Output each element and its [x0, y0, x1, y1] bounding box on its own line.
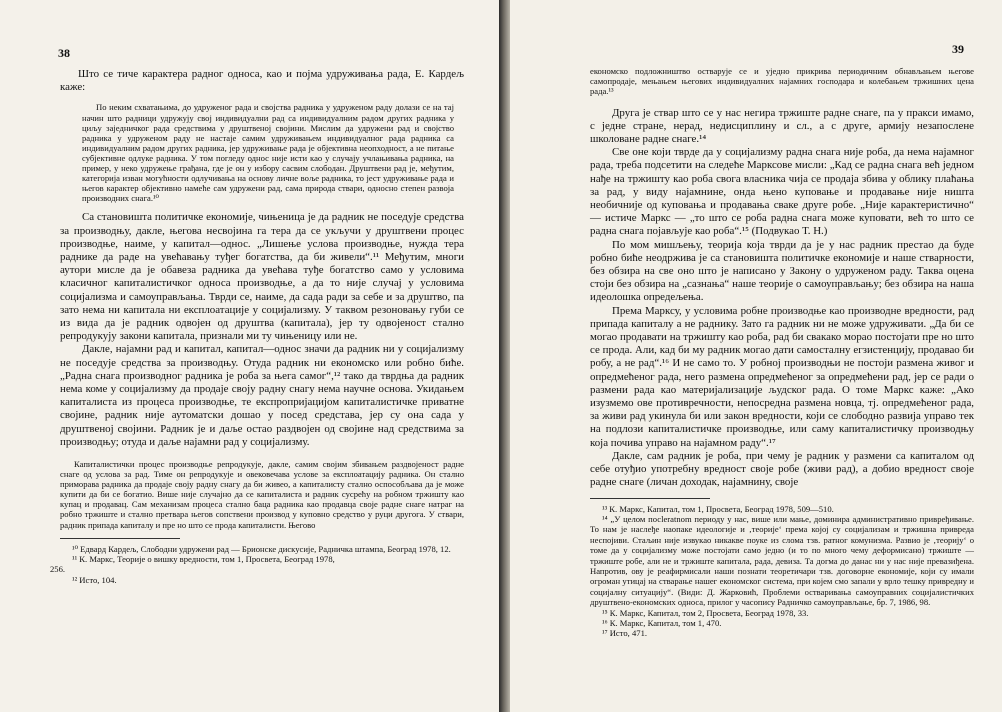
- block-quote: По неким схватањима, до удруженог рада и својства радника у удруженом раду долази се на тај начин што радници удружују своj индивидуални рад са индивидуалним радом других радника у циљу заједничког рада средствима у друштвеној својини. Мислим да удружени рад и својство радника у удруженом раду не настаје самим удруживањем индивидуалног рада радника са индивидуалним радом других радника, јер удруживање рада је објективна неопходност, а не питање субјективне одлуке радника. У том погледу однос није исти као у случају учлањивања радника, на пример, у неко удружење грађана, где је он у избору сасвим слободан. Друштвени рад је, међутим, категорија изван могућности одлучивања на основу личне воље радника, то јест удруживање рада и његов карактер објективно намеће сам удружени рад, сама природа ствари, односно степен развоја производних снага.¹⁰: [82, 102, 454, 204]
- footnote: ¹⁶ К. Маркс, Капитал, том 1, 470.: [602, 617, 722, 628]
- footnote-continuation: 256.: [50, 564, 66, 575]
- paragraph-3: По мом мишљењу, теорија која тврди да је у нас радник престао да буде робно биће неодржива је са становишта политичке економије и наше стварности, без обзира на све оно што је написано у Закону о удруженом раду. Таква оцена стоји без обзира на „сазнања“ наше теорије о самоуправљању; без обзира на наша идеолошка опредељења.: [590, 238, 974, 304]
- paragraph-2: Све оне који тврде да у социјализму радна снага није роба, да нема најамног рада, треба подсетити на следеће Марксове мисли: „Кад се радна снага већ једном нађе на тржишту као роба свога власника чија се продаја збива у облику плаћања за рад, у виду најамнине, онда њено куповање и продавање није ништа необичније од куповања и продавања сваке друге робе. „Није карактеристично“ — истиче Маркс — „то што се роба радна снага може куповати, већ то што се радна снага појављује као роба“.¹⁵ (Подвукао Т. Н.): [590, 146, 974, 238]
- footnote-continuation-top: економско подложништво остварује се и уједно прикрива периодичним обнављањем његове самопродаје, мењањем његових индивидуалних најамних господара и колебањем тржишних цена рада.¹³: [590, 66, 974, 97]
- footnote: ¹⁵ К. Маркс, Капитал, том 2, Просвета, Београд 1978, 33.: [602, 607, 809, 618]
- page-number-left: 38: [58, 46, 70, 60]
- footnote: ¹¹ К. Маркс, Теорије о вишку вредности, том 1, Просвета, Београд 1978,: [72, 554, 335, 565]
- footnote-rule: [590, 498, 710, 499]
- left-page: [0, 0, 499, 712]
- paragraph-1: Са становишта политичке економије, чињеница је да радник не поседује средства за производњу, дакле, његова несвојина га тера да се укључи у друштвени процес производње, наиме, у капитал—однос. „Лишење услова производње, нужда тера раднике да раде на увећавању туђег богатства, да би живели“.¹¹ Међутим, многи аутори мисле да је обавеза радника да увећава туђе богатство само у условима класичног капиталистичког односа производње, а да то није случај у условима социјализма и самоуправљања. Тврди се, наиме, да сада ради за себе и за друштво, па зато нема ни капитала ни експлоатације у социјализму. У таквом резоновању губи се из вида да је радник одвојен од друштва (капитала), јер ту одвојеност стално репродукују закони капитала, признали ми ту чињеницу или не.: [60, 211, 464, 343]
- paragraph-4: Према Марксу, у условима робне производње као производне вредности, рад припада капиталу а не раднику. Зато га радник ни не може удруживати. „Да би се могао продавати на тржишту као роба, рад би свакако морао постојати пре но што се прода. Али, кад би му радник могао дати самосталну егзистенцију, продавао би робу, а не рад“.¹⁶ И не само то. У робној производњи не постоји размена живог и опредмећеног рада, него размена опредмећеног за опредмећени рад, јер се ради о размени рада као материјализације људског рада. О томе Маркс каже: „Ако изузмемо ове противречности, непосредна размена новца, тј. опредмећеног рада, за живи рад укинула би или закон вредности, који се слободно развија управо тек на подлози капиталистичке производње, или саму капиталистичку производњу која почива управо на најамном раду“.¹⁷: [590, 304, 974, 449]
- left-page-content: [50, 68, 464, 585]
- paragraph-1: Друга је ствар што се у нас негира тржиште радне снаге, па у пракси имамо, с једне стране, нерад, недисциплину и сл., а с друге, армију незапослене школоване радне снаге.¹⁴: [590, 106, 974, 146]
- footnote: ¹⁴ „У целом посleratnom периоду у нас, више или мање, доминира административно привређивање. То нам је наслеђе наопаке идеологије и ‚теорије‘ према којој су социјализам и тржишна привреда неспојиви. Стаљин није извукао никакве поуке из слома тзв. ратног комунизма. Развио је ‚теорију‘ о томе да у социјализму може постојати само једно (и то по много чему деформисано) тржиште — тржиште робе, али не и тржиште капитала, рада, девиза. Та догма до данас ни у нас није превазиђена. Напротив, ову је реафирмисали наши познати теоретичари тзв. договорне економије, који су имали огроман утицај на стварање нашег економског система, при којем смо запали у врло тешку привредну и социјалну ситуацију“. (Види: Д. Жарковић, Проблеми остваривања самоуправних социјалистичких друштвено-економских односа, прилог у часопису Радничко самоуправљање, бр. 7, 1986, 98.: [590, 513, 974, 608]
- paragraph-5: Дакле, сам радник је роба, при чему је радник у размени са капиталом од себе отуђио употребну вредност своје робе (живи рад), а добио вредност своје радне снаге (личан доходак, најамнину, своје: [590, 449, 974, 489]
- page-number-right: 39: [952, 42, 964, 56]
- footnote: ¹³ К. Маркс, Капитал, том 1, Просвета, Београд 1978, 509—510.: [602, 503, 834, 514]
- right-page-content: [590, 66, 974, 639]
- paragraph-2: Дакле, најамни рад и капитал, капитал—однос значи да радник ни у социјализму не поседује средства за производњу. Отуда радник ни економско или робно биће. „Радна снага производног радника је роба за њега самог“,¹² тако да тврдња да радник нема коме у социјализму да продаје своју радну снагу нема научне основа. Укидањем капиталиста из процеса производње, те експропријацијом капиталистичке приватне својине, радник није аутоматски дошао у посед средстава, јер су она сада у друштвеној својини. Радник је и даље остао раздвојен од својине над средствима за производњу; отуда и даље најамни рад у социјализму.: [60, 343, 464, 448]
- footnote-rule: [60, 538, 180, 539]
- book-gutter: [499, 0, 510, 712]
- right-page: [510, 0, 1002, 712]
- footnote: ¹⁷ Исто, 471.: [602, 628, 648, 639]
- footnote: ¹² Исто, 104.: [72, 574, 117, 585]
- intro-paragraph: Што се тиче карактера радног односа, као и појма удруживања рада, Е. Кардељ каже:: [60, 68, 464, 94]
- footnote: ¹⁰ Едвард Кардељ, Слободни удружени рад — Брионске дискусије, Радничка штампа, Београд 1978, 12.: [72, 543, 451, 554]
- paragraph-3: Капиталистички процес производње репродукује, дакле, самим својим збивањем раздвојеност радне снаге од услова за рад. Тиме он репродукује и овековечава услове за експлоатацију радника. Он стално приморава радника да продаје своју радну снагу да би живео, а капиталисту стално оспособљава да је може купити да би се богатио. Више није случајно да се капиталиста и радник сусрећу на робном тржишту као купац и продавац. Сам механизам процеса стално баца радника као продавца своје радне снаге натраг на робно тржиште и стално претвара његов сопствени производ у куповно средство у руци другога. У ствари, радник припада капиталу и пре но што се прода капиталисти. Његово: [60, 459, 464, 530]
